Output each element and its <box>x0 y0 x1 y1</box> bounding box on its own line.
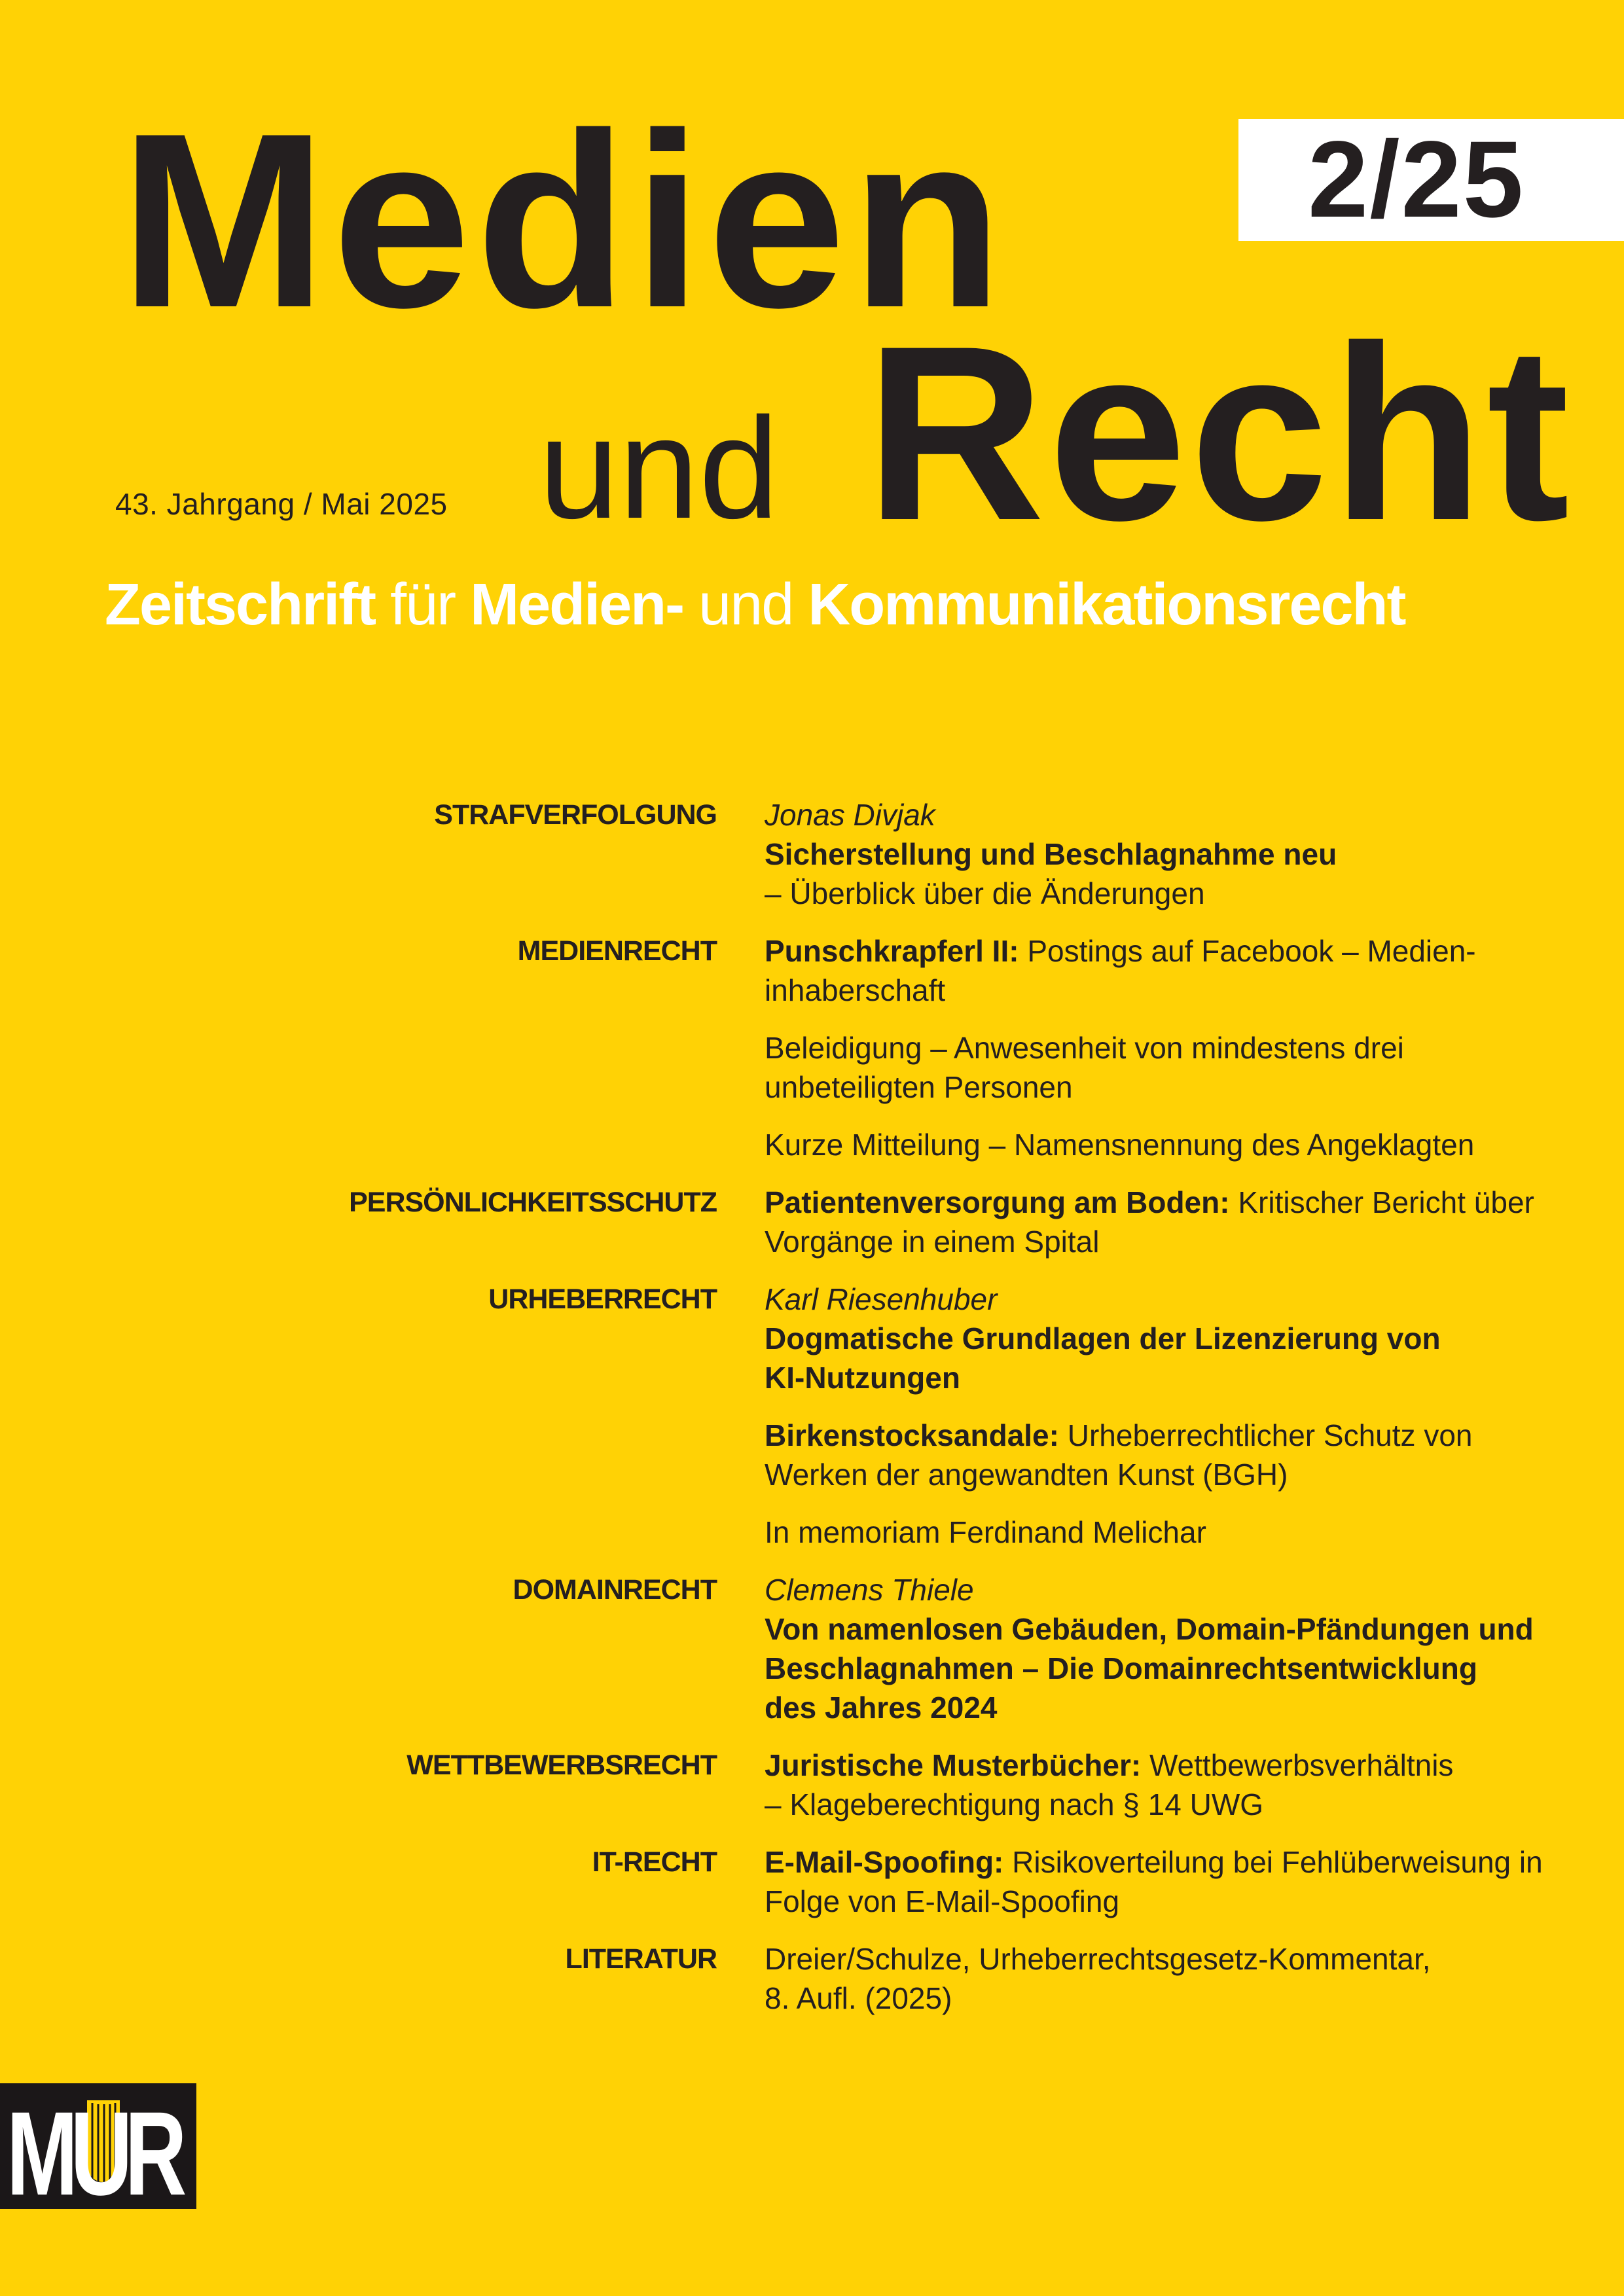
title-word-medien: Medien <box>120 81 1009 359</box>
toc-text-segment: des Jahres 2024 <box>765 1691 998 1725</box>
toc-entry <box>765 1028 1476 1107</box>
toc-entries <box>765 1842 1543 1921</box>
toc-section <box>262 1570 1545 1727</box>
edition-info: 43. Jahrgang / Mai 2025 <box>115 487 448 521</box>
toc-entry-line <box>765 1688 1534 1727</box>
toc-category-label: WETTBEWERBSRECHT <box>406 1749 717 1781</box>
subtitle-segment: Kommunikationsrecht <box>808 572 1405 637</box>
toc-text-segment: – Überblick über die Änderungen <box>765 876 1205 910</box>
toc-entry <box>765 795 1337 913</box>
subtitle-segment: Zeitschrift <box>105 572 391 637</box>
toc-entry-line <box>765 1785 1453 1824</box>
toc-text-segment: Karl Riesenhuber <box>765 1282 998 1316</box>
toc-text-segment: In memoriam Ferdinand Melichar <box>765 1515 1206 1549</box>
toc-category-label: IT-RECHT <box>592 1846 717 1878</box>
toc-entry <box>765 1746 1453 1824</box>
toc-category-label: LITERATUR <box>565 1943 717 1975</box>
toc-text-segment: Jonas Divjak <box>765 798 935 832</box>
issue-badge <box>1238 119 1624 241</box>
toc-entries <box>765 1280 1472 1552</box>
toc-section <box>262 1842 1545 1921</box>
toc-entry-line <box>765 1842 1543 1882</box>
toc-entry-line <box>765 1028 1476 1067</box>
toc-entry-line <box>765 971 1476 1010</box>
subtitle-segment: und <box>698 572 808 637</box>
toc-entry-line <box>765 1183 1534 1222</box>
toc-entry-line <box>765 1939 1431 1979</box>
toc-section <box>262 1280 1545 1552</box>
toc-section <box>262 1183 1545 1261</box>
toc-section <box>262 1939 1545 2018</box>
toc-text-segment: Werken der angewandten Kunst (BGH) <box>765 1458 1288 1492</box>
toc-entry-line <box>765 1358 1472 1397</box>
toc-text-segment: Kurze Mitteilung – Namensnennung des Angeklagten <box>765 1128 1475 1162</box>
toc-entry-line <box>765 1067 1476 1107</box>
toc-text-segment: Wettbewerbsverhältnis <box>1141 1748 1454 1782</box>
toc-entry-line <box>765 1979 1431 2018</box>
journal-subtitle <box>105 572 1405 637</box>
toc-category-label: URHEBERRECHT <box>488 1283 717 1315</box>
toc-text-segment: Birkenstocksandale: <box>765 1418 1059 1452</box>
toc-entry <box>765 1416 1472 1494</box>
toc-entries <box>765 795 1337 913</box>
toc-text-segment: Beleidigung – Anwesenheit von mindestens drei <box>765 1031 1404 1065</box>
toc-text-segment: Juristische Musterbücher: <box>765 1748 1142 1782</box>
toc-entry <box>765 1939 1431 2018</box>
toc-entry-line <box>765 874 1337 913</box>
toc-text-segment: Folge von E-Mail-Spoofing <box>765 1884 1120 1918</box>
table-of-contents <box>262 795 1545 2018</box>
toc-text-segment: Dogmatische Grundlagen der Lizenzierung von <box>765 1321 1441 1355</box>
toc-text-segment: Punschkrapferl II: <box>765 934 1019 968</box>
subtitle-segment: Medien- <box>470 572 699 637</box>
toc-entry-line <box>765 1649 1534 1688</box>
toc-text-segment: Sicherstellung und Beschlagnahme neu <box>765 837 1337 871</box>
toc-text-segment: unbeteiligten Personen <box>765 1070 1073 1104</box>
toc-entries <box>765 931 1476 1164</box>
toc-text-segment: – Klageberechtigung nach § 14 UWG <box>765 1787 1264 1821</box>
toc-text-segment: Von namenlosen Gebäuden, Domain-Pfändungen und <box>765 1612 1534 1646</box>
toc-entries <box>765 1183 1534 1261</box>
toc-entries <box>765 1746 1453 1824</box>
toc-entry-line <box>765 1319 1472 1358</box>
toc-section <box>262 795 1545 913</box>
toc-section <box>262 1746 1545 1824</box>
toc-text-segment: Clemens Thiele <box>765 1573 974 1607</box>
toc-entry <box>765 1513 1472 1552</box>
toc-text-segment: Urheberrechtlicher Schutz von <box>1058 1418 1473 1452</box>
title-word-recht: Recht <box>865 294 1573 572</box>
toc-category-label: MEDIENRECHT <box>517 935 717 967</box>
toc-entry-line <box>765 1570 1534 1609</box>
toc-category-label: PERSÖNLICHKEITSSCHUTZ <box>349 1187 717 1218</box>
toc-entry-line <box>765 1125 1476 1164</box>
publisher-logo-mur <box>0 2083 196 2209</box>
toc-entry-line <box>765 1416 1472 1455</box>
toc-text-segment: KI-Nutzungen <box>765 1361 960 1395</box>
toc-entry-line <box>765 1455 1472 1494</box>
toc-entry-line <box>765 1280 1472 1319</box>
toc-text-segment: Vorgänge in einem Spital <box>765 1225 1100 1259</box>
toc-text-segment: Risikoverteilung bei Fehlüberweisung in <box>1003 1845 1543 1879</box>
toc-category-label: STRAFVERFOLGUNG <box>434 799 717 831</box>
toc-entry-line <box>765 1882 1543 1921</box>
toc-entry-line <box>765 1222 1534 1261</box>
toc-category-label: DOMAINRECHT <box>513 1574 717 1605</box>
toc-text-segment: Kritischer Bericht über <box>1229 1185 1534 1219</box>
toc-text-segment: E-Mail-Spoofing: <box>765 1845 1004 1879</box>
toc-entry-line <box>765 1513 1472 1552</box>
toc-entry <box>765 1125 1476 1164</box>
toc-text-segment: Patientenversorgung am Boden: <box>765 1185 1230 1219</box>
toc-entry-line <box>765 1746 1453 1785</box>
toc-text-segment: Dreier/Schulze, Urheberrechtsgesetz-Kommentar, <box>765 1942 1431 1976</box>
toc-entry-line <box>765 834 1337 874</box>
toc-entries <box>765 1939 1431 2018</box>
toc-entry <box>765 1183 1534 1261</box>
toc-entry-line <box>765 795 1337 834</box>
toc-text-segment: inhaberschaft <box>765 973 946 1007</box>
toc-text-segment: Postings auf Facebook – Medien- <box>1019 934 1476 968</box>
toc-entry <box>765 931 1476 1010</box>
title-word-und: und <box>539 387 780 548</box>
toc-entry-line <box>765 1609 1534 1649</box>
toc-entry <box>765 1842 1543 1921</box>
toc-entries <box>765 1570 1534 1727</box>
issue-number: 2/25 <box>1308 119 1525 240</box>
subtitle-segment: für <box>390 572 471 637</box>
toc-text-segment: Beschlagnahmen – Die Domainrechtsentwicklung <box>765 1651 1477 1685</box>
toc-entry <box>765 1280 1472 1397</box>
toc-section <box>262 931 1545 1164</box>
toc-text-segment: 8. Aufl. (2025) <box>765 1981 952 2015</box>
logo-letters: MUR <box>7 2086 179 2209</box>
toc-entry-line <box>765 931 1476 971</box>
toc-entry <box>765 1570 1534 1727</box>
